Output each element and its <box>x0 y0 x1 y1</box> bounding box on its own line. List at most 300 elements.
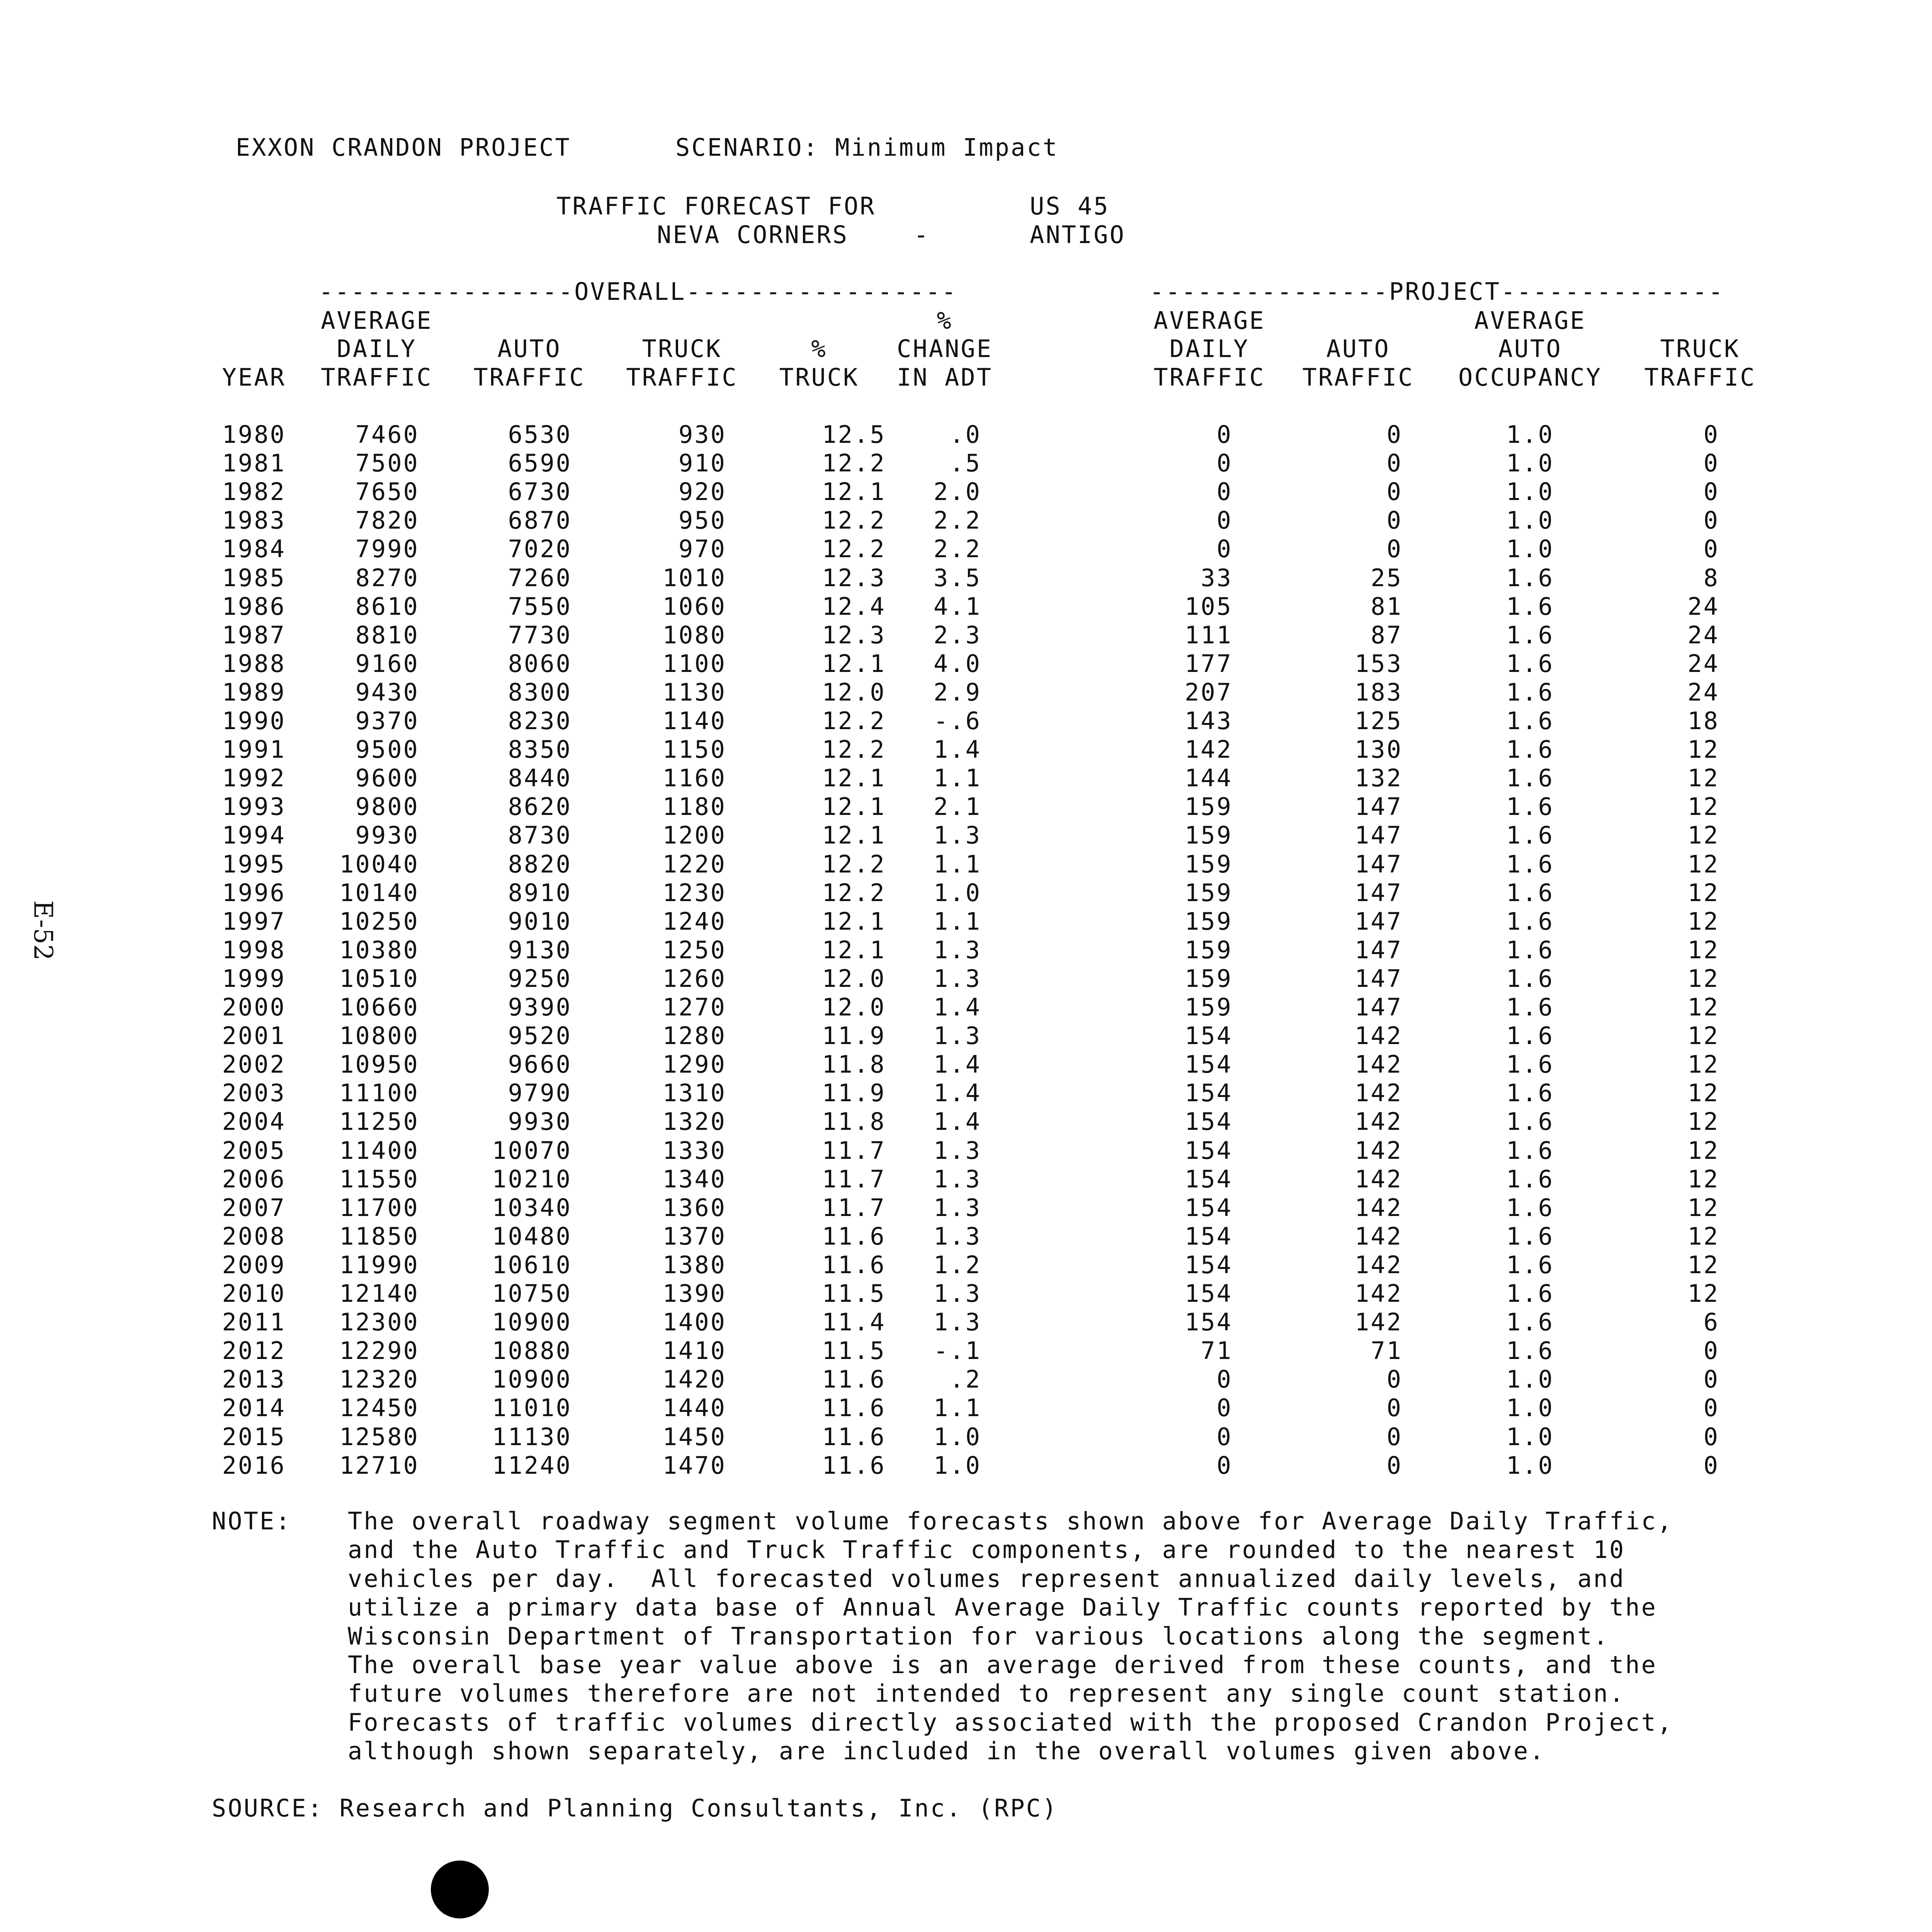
table-cell-adt: 7460 <box>355 420 419 449</box>
table-cell-p_adt: 105 <box>1185 592 1233 621</box>
table-cell-p_occ: 1.6 <box>1506 1050 1554 1078</box>
table-cell-p_truck: 12 <box>1687 964 1719 993</box>
table-cell-auto: 9010 <box>508 907 572 935</box>
table-cell-pct_truck: 12.1 <box>822 936 886 964</box>
table-cell-p_truck: 12 <box>1687 1279 1719 1308</box>
column-header-adt: AVERAGE <box>321 306 433 335</box>
note-line: utilize a primary data base of Annual Average Daily Traffic counts reported by the <box>348 1593 1657 1621</box>
table-cell-pct_truck: 11.6 <box>822 1251 886 1279</box>
table-cell-adt: 10510 <box>339 964 419 993</box>
table-cell-p_occ: 1.6 <box>1506 1107 1554 1136</box>
table-cell-p_truck: 12 <box>1687 1107 1719 1136</box>
table-cell-pct_change: 1.0 <box>934 1423 981 1451</box>
table-cell-p_adt: 0 <box>1216 535 1233 563</box>
table-cell-auto: 9520 <box>508 1022 572 1050</box>
table-cell-p_truck: 12 <box>1687 850 1719 878</box>
table-cell-pct_change: 1.1 <box>934 850 981 878</box>
table-cell-truck: 1450 <box>662 1423 726 1451</box>
table-cell-p_adt: 154 <box>1185 1194 1233 1222</box>
table-cell-pct_truck: 12.1 <box>822 907 886 935</box>
table-cell-truck: 1280 <box>662 1022 726 1050</box>
table-cell-adt: 9600 <box>355 764 419 792</box>
table-cell-pct_change: .0 <box>949 420 981 449</box>
table-cell-auto: 7260 <box>508 564 572 592</box>
table-cell-p_truck: 12 <box>1687 879 1719 907</box>
table-cell-truck: 1320 <box>662 1107 726 1136</box>
table-cell-adt: 12320 <box>339 1365 419 1393</box>
forecast-label: TRAFFIC FORECAST FOR <box>556 192 876 220</box>
table-cell-auto: 6530 <box>508 420 572 449</box>
column-header-truck: TRAFFIC <box>626 363 738 391</box>
table-cell-adt: 9930 <box>355 821 419 849</box>
table-cell-truck: 1140 <box>662 707 726 735</box>
table-cell-auto: 9390 <box>508 993 572 1021</box>
table-cell-p_truck: 12 <box>1687 793 1719 821</box>
table-cell-p_truck: 12 <box>1687 1165 1719 1193</box>
table-cell-p_adt: 154 <box>1185 1279 1233 1308</box>
table-cell-p_adt: 0 <box>1216 1365 1233 1393</box>
table-cell-p_occ: 1.6 <box>1506 764 1554 792</box>
table-cell-year: 1988 <box>222 650 286 678</box>
table-cell-pct_change: 1.4 <box>934 1079 981 1107</box>
table-cell-p_adt: 144 <box>1185 764 1233 792</box>
column-header-p_truck: TRUCK <box>1660 335 1740 363</box>
table-cell-adt: 7650 <box>355 478 419 506</box>
table-cell-p_truck: 0 <box>1703 1337 1719 1365</box>
table-cell-year: 2000 <box>222 993 286 1021</box>
table-cell-auto: 8910 <box>508 879 572 907</box>
table-cell-p_auto: 125 <box>1355 707 1403 735</box>
table-cell-truck: 1160 <box>662 764 726 792</box>
segment-to: ANTIGO <box>1030 221 1126 249</box>
table-cell-pct_truck: 11.6 <box>822 1423 886 1451</box>
table-cell-p_occ: 1.6 <box>1506 879 1554 907</box>
table-cell-p_auto: 153 <box>1355 650 1403 678</box>
note-line: Wisconsin Department of Transportation for various locations along the segment. <box>348 1622 1609 1650</box>
table-cell-pct_change: 1.4 <box>934 1107 981 1136</box>
table-cell-pct_truck: 12.1 <box>822 478 886 506</box>
table-cell-p_occ: 1.0 <box>1506 420 1554 449</box>
note-line: The overall roadway segment volume forecasts shown above for Average Daily Traffic, <box>348 1507 1673 1535</box>
table-cell-auto: 8300 <box>508 678 572 706</box>
table-cell-p_truck: 0 <box>1703 1451 1719 1480</box>
table-cell-auto: 10610 <box>492 1251 572 1279</box>
table-cell-pct_change: 1.4 <box>934 735 981 764</box>
note-label: NOTE: <box>212 1507 292 1535</box>
table-cell-auto: 10480 <box>492 1222 572 1250</box>
table-cell-p_truck: 0 <box>1703 1365 1719 1393</box>
project-title: EXXON CRANDON PROJECT <box>236 133 571 162</box>
table-cell-pct_change: 2.3 <box>934 621 981 649</box>
table-cell-p_adt: 0 <box>1216 420 1233 449</box>
column-header-p_occ: AUTO <box>1498 335 1562 363</box>
table-cell-year: 1986 <box>222 592 286 621</box>
table-cell-p_auto: 0 <box>1386 506 1403 534</box>
table-cell-pct_truck: 12.2 <box>822 449 886 477</box>
table-cell-p_auto: 142 <box>1355 1165 1403 1193</box>
table-cell-p_auto: 142 <box>1355 1107 1403 1136</box>
table-cell-year: 1990 <box>222 707 286 735</box>
table-cell-p_occ: 1.6 <box>1506 1279 1554 1308</box>
column-header-p_adt: DAILY <box>1169 335 1250 363</box>
column-header-p_adt: TRAFFIC <box>1153 363 1265 391</box>
scenario-label: SCENARIO: Minimum Impact <box>675 133 1059 162</box>
table-cell-p_occ: 1.6 <box>1506 650 1554 678</box>
table-cell-year: 2005 <box>222 1136 286 1165</box>
table-cell-p_auto: 183 <box>1355 678 1403 706</box>
table-cell-year: 1996 <box>222 879 286 907</box>
table-cell-p_auto: 147 <box>1355 793 1403 821</box>
table-cell-adt: 12450 <box>339 1394 419 1422</box>
table-cell-auto: 10880 <box>492 1337 572 1365</box>
table-cell-p_truck: 24 <box>1687 678 1719 706</box>
table-cell-p_auto: 142 <box>1355 1022 1403 1050</box>
table-cell-year: 1984 <box>222 535 286 563</box>
column-header-auto: TRAFFIC <box>473 363 585 391</box>
table-cell-truck: 1230 <box>662 879 726 907</box>
table-cell-p_adt: 0 <box>1216 478 1233 506</box>
table-cell-pct_truck: 11.9 <box>822 1079 886 1107</box>
table-cell-pct_change: .5 <box>949 449 981 477</box>
table-cell-pct_change: 2.2 <box>934 506 981 534</box>
table-cell-year: 2014 <box>222 1394 286 1422</box>
table-cell-p_truck: 12 <box>1687 821 1719 849</box>
table-cell-p_occ: 1.0 <box>1506 449 1554 477</box>
table-cell-p_auto: 0 <box>1386 535 1403 563</box>
table-cell-pct_change: 1.3 <box>934 964 981 993</box>
table-cell-truck: 1250 <box>662 936 726 964</box>
table-cell-p_truck: 12 <box>1687 735 1719 764</box>
table-cell-p_adt: 159 <box>1185 936 1233 964</box>
table-cell-pct_change: 1.4 <box>934 1050 981 1078</box>
table-cell-p_truck: 0 <box>1703 506 1719 534</box>
table-cell-year: 1982 <box>222 478 286 506</box>
table-cell-truck: 1330 <box>662 1136 726 1165</box>
table-cell-auto: 6590 <box>508 449 572 477</box>
table-cell-pct_change: 1.4 <box>934 993 981 1021</box>
column-header-p_auto: TRAFFIC <box>1302 363 1414 391</box>
table-cell-auto: 10900 <box>492 1308 572 1336</box>
table-cell-year: 2015 <box>222 1423 286 1451</box>
table-cell-p_truck: 12 <box>1687 936 1719 964</box>
table-cell-p_auto: 142 <box>1355 1050 1403 1078</box>
table-cell-p_occ: 1.6 <box>1506 564 1554 592</box>
table-cell-pct_truck: 11.8 <box>822 1107 886 1136</box>
table-cell-p_occ: 1.6 <box>1506 1194 1554 1222</box>
table-cell-adt: 10660 <box>339 993 419 1021</box>
table-cell-adt: 8270 <box>355 564 419 592</box>
table-cell-pct_change: 2.0 <box>934 478 981 506</box>
table-cell-p_adt: 207 <box>1185 678 1233 706</box>
table-cell-truck: 1380 <box>662 1251 726 1279</box>
table-cell-p_truck: 18 <box>1687 707 1719 735</box>
table-cell-p_occ: 1.6 <box>1506 1251 1554 1279</box>
table-cell-p_auto: 130 <box>1355 735 1403 764</box>
table-cell-year: 2004 <box>222 1107 286 1136</box>
table-cell-p_adt: 111 <box>1185 621 1233 649</box>
table-cell-adt: 8810 <box>355 621 419 649</box>
table-cell-p_auto: 0 <box>1386 478 1403 506</box>
table-cell-adt: 10950 <box>339 1050 419 1078</box>
table-cell-pct_change: 1.1 <box>934 907 981 935</box>
table-cell-pct_change: -.6 <box>934 707 981 735</box>
overall-group-header: ----------------OVERALL----------------- <box>319 277 958 306</box>
table-cell-p_occ: 1.0 <box>1506 1365 1554 1393</box>
table-cell-p_occ: 1.0 <box>1506 1394 1554 1422</box>
table-cell-pct_change: 1.3 <box>934 936 981 964</box>
table-cell-p_truck: 12 <box>1687 907 1719 935</box>
table-cell-adt: 10140 <box>339 879 419 907</box>
project-group-header: ---------------PROJECT-------------- <box>1150 277 1725 306</box>
table-cell-p_occ: 1.6 <box>1506 850 1554 878</box>
table-cell-truck: 1260 <box>662 964 726 993</box>
table-cell-p_truck: 12 <box>1687 1222 1719 1250</box>
segment-from: NEVA CORNERS <box>657 221 849 249</box>
table-cell-truck: 1220 <box>662 850 726 878</box>
table-cell-pct_truck: 12.1 <box>822 821 886 849</box>
table-cell-year: 2007 <box>222 1194 286 1222</box>
table-cell-p_occ: 1.0 <box>1506 1423 1554 1451</box>
table-cell-truck: 1440 <box>662 1394 726 1422</box>
table-cell-auto: 6870 <box>508 506 572 534</box>
table-cell-auto: 8730 <box>508 821 572 849</box>
table-cell-pct_truck: 11.6 <box>822 1365 886 1393</box>
column-header-p_truck: TRAFFIC <box>1644 363 1756 391</box>
table-cell-p_auto: 147 <box>1355 993 1403 1021</box>
table-cell-pct_truck: 11.9 <box>822 1022 886 1050</box>
table-cell-p_auto: 0 <box>1386 1365 1403 1393</box>
table-cell-auto: 11130 <box>492 1423 572 1451</box>
table-cell-p_adt: 159 <box>1185 993 1233 1021</box>
table-cell-auto: 9930 <box>508 1107 572 1136</box>
table-cell-pct_change: 3.5 <box>934 564 981 592</box>
table-cell-p_adt: 154 <box>1185 1107 1233 1136</box>
column-header-p_occ: OCCUPANCY <box>1458 363 1602 391</box>
table-cell-pct_change: 2.1 <box>934 793 981 821</box>
table-cell-p_occ: 1.6 <box>1506 1222 1554 1250</box>
table-cell-year: 2002 <box>222 1050 286 1078</box>
table-cell-pct_truck: 11.5 <box>822 1279 886 1308</box>
table-cell-p_adt: 154 <box>1185 1022 1233 1050</box>
column-header-year: YEAR <box>222 363 286 391</box>
table-cell-pct_change: 1.1 <box>934 1394 981 1422</box>
table-cell-p_adt: 0 <box>1216 1394 1233 1422</box>
table-cell-auto: 10750 <box>492 1279 572 1308</box>
table-cell-p_occ: 1.6 <box>1506 1337 1554 1365</box>
note-line: although shown separately, are included in the overall volumes given above. <box>348 1737 1546 1765</box>
table-cell-p_adt: 143 <box>1185 707 1233 735</box>
table-cell-adt: 11100 <box>339 1079 419 1107</box>
table-cell-pct_truck: 12.2 <box>822 850 886 878</box>
table-cell-year: 2001 <box>222 1022 286 1050</box>
table-cell-p_occ: 1.6 <box>1506 1136 1554 1165</box>
table-cell-p_truck: 24 <box>1687 650 1719 678</box>
table-cell-p_occ: 1.6 <box>1506 621 1554 649</box>
note-line: and the Auto Traffic and Truck Traffic components, are rounded to the nearest 10 <box>348 1536 1626 1564</box>
table-cell-year: 1997 <box>222 907 286 935</box>
table-cell-p_occ: 1.0 <box>1506 506 1554 534</box>
column-header-adt: TRAFFIC <box>321 363 433 391</box>
table-cell-p_occ: 1.6 <box>1506 964 1554 993</box>
table-cell-pct_truck: 12.2 <box>822 735 886 764</box>
table-cell-p_auto: 142 <box>1355 1079 1403 1107</box>
table-cell-pct_change: 1.3 <box>934 1165 981 1193</box>
table-cell-truck: 1310 <box>662 1079 726 1107</box>
table-cell-adt: 9370 <box>355 707 419 735</box>
table-cell-truck: 1410 <box>662 1337 726 1365</box>
table-cell-pct_change: 1.3 <box>934 1222 981 1250</box>
note-line: Forecasts of traffic volumes directly associated with the proposed Crandon Project, <box>348 1708 1673 1736</box>
table-cell-p_auto: 0 <box>1386 1451 1403 1480</box>
table-cell-p_truck: 12 <box>1687 1251 1719 1279</box>
table-cell-p_occ: 1.0 <box>1506 535 1554 563</box>
table-cell-adt: 9500 <box>355 735 419 764</box>
table-cell-truck: 1240 <box>662 907 726 935</box>
segment-dash: - <box>914 221 930 249</box>
table-cell-p_adt: 154 <box>1185 1308 1233 1336</box>
table-cell-pct_change: 1.3 <box>934 1194 981 1222</box>
table-cell-p_auto: 25 <box>1371 564 1403 592</box>
column-header-adt: DAILY <box>337 335 417 363</box>
table-cell-truck: 970 <box>679 535 726 563</box>
table-cell-pct_truck: 12.5 <box>822 420 886 449</box>
table-cell-p_adt: 159 <box>1185 850 1233 878</box>
table-cell-pct_truck: 11.7 <box>822 1165 886 1193</box>
table-cell-year: 2016 <box>222 1451 286 1480</box>
table-cell-adt: 12580 <box>339 1423 419 1451</box>
table-cell-p_auto: 142 <box>1355 1194 1403 1222</box>
table-cell-year: 2012 <box>222 1337 286 1365</box>
table-cell-year: 1991 <box>222 735 286 764</box>
column-header-pct_change: % <box>937 306 953 335</box>
table-cell-p_auto: 142 <box>1355 1222 1403 1250</box>
table-cell-pct_truck: 11.6 <box>822 1451 886 1480</box>
table-cell-p_truck: 0 <box>1703 1423 1719 1451</box>
table-cell-p_truck: 12 <box>1687 1079 1719 1107</box>
table-cell-adt: 10800 <box>339 1022 419 1050</box>
table-cell-p_auto: 142 <box>1355 1308 1403 1336</box>
table-cell-year: 1989 <box>222 678 286 706</box>
table-cell-adt: 10250 <box>339 907 419 935</box>
table-cell-year: 1987 <box>222 621 286 649</box>
table-cell-p_occ: 1.6 <box>1506 1079 1554 1107</box>
table-cell-truck: 1080 <box>662 621 726 649</box>
table-cell-year: 1980 <box>222 420 286 449</box>
table-cell-p_truck: 0 <box>1703 1394 1719 1422</box>
table-cell-pct_truck: 12.1 <box>822 650 886 678</box>
table-cell-auto: 8820 <box>508 850 572 878</box>
table-cell-p_occ: 1.0 <box>1506 478 1554 506</box>
table-cell-truck: 1420 <box>662 1365 726 1393</box>
table-cell-p_adt: 154 <box>1185 1222 1233 1250</box>
table-cell-auto: 7550 <box>508 592 572 621</box>
table-cell-p_occ: 1.6 <box>1506 592 1554 621</box>
table-cell-year: 1999 <box>222 964 286 993</box>
table-cell-p_occ: 1.6 <box>1506 678 1554 706</box>
table-cell-p_adt: 0 <box>1216 1451 1233 1480</box>
table-cell-p_truck: 12 <box>1687 1022 1719 1050</box>
table-cell-pct_truck: 12.3 <box>822 564 886 592</box>
table-cell-p_adt: 177 <box>1185 650 1233 678</box>
table-cell-adt: 7500 <box>355 449 419 477</box>
table-cell-pct_truck: 12.2 <box>822 707 886 735</box>
table-cell-auto: 11010 <box>492 1394 572 1422</box>
column-header-pct_change: CHANGE <box>897 335 993 363</box>
table-cell-pct_change: 1.0 <box>934 879 981 907</box>
table-cell-p_truck: 12 <box>1687 1136 1719 1165</box>
table-cell-p_auto: 71 <box>1371 1337 1403 1365</box>
table-cell-pct_change: 2.2 <box>934 535 981 563</box>
table-cell-year: 2009 <box>222 1251 286 1279</box>
table-cell-p_truck: 8 <box>1703 564 1719 592</box>
table-cell-auto: 8350 <box>508 735 572 764</box>
table-cell-p_truck: 12 <box>1687 993 1719 1021</box>
table-cell-p_adt: 0 <box>1216 506 1233 534</box>
table-cell-year: 2003 <box>222 1079 286 1107</box>
table-cell-truck: 1400 <box>662 1308 726 1336</box>
table-cell-pct_truck: 12.4 <box>822 592 886 621</box>
table-cell-pct_truck: 11.6 <box>822 1394 886 1422</box>
table-cell-p_auto: 0 <box>1386 420 1403 449</box>
table-cell-truck: 950 <box>679 506 726 534</box>
table-cell-truck: 1360 <box>662 1194 726 1222</box>
column-header-p_adt: AVERAGE <box>1153 306 1265 335</box>
table-cell-p_occ: 1.6 <box>1506 821 1554 849</box>
table-cell-auto: 10210 <box>492 1165 572 1193</box>
table-cell-pct_truck: 12.2 <box>822 879 886 907</box>
table-cell-adt: 11850 <box>339 1222 419 1250</box>
route-label: US 45 <box>1030 192 1110 220</box>
table-cell-pct_change: 1.3 <box>934 1308 981 1336</box>
page-number: E-52 <box>28 900 58 961</box>
table-cell-p_auto: 147 <box>1355 936 1403 964</box>
table-cell-truck: 1180 <box>662 793 726 821</box>
table-cell-p_adt: 159 <box>1185 821 1233 849</box>
table-cell-adt: 12140 <box>339 1279 419 1308</box>
table-cell-pct_change: .2 <box>949 1365 981 1393</box>
table-cell-year: 2010 <box>222 1279 286 1308</box>
table-cell-p_adt: 154 <box>1185 1079 1233 1107</box>
table-cell-year: 1998 <box>222 936 286 964</box>
table-cell-auto: 9660 <box>508 1050 572 1078</box>
table-cell-pct_truck: 11.4 <box>822 1308 886 1336</box>
table-cell-truck: 930 <box>679 420 726 449</box>
table-cell-p_adt: 71 <box>1201 1337 1233 1365</box>
table-cell-p_auto: 132 <box>1355 764 1403 792</box>
table-cell-p_auto: 147 <box>1355 964 1403 993</box>
table-cell-p_auto: 0 <box>1386 1394 1403 1422</box>
column-header-p_auto: AUTO <box>1326 335 1390 363</box>
column-header-pct_truck: TRUCK <box>779 363 859 391</box>
table-cell-p_adt: 154 <box>1185 1251 1233 1279</box>
table-cell-p_adt: 33 <box>1201 564 1233 592</box>
table-cell-year: 2011 <box>222 1308 286 1336</box>
table-cell-adt: 12710 <box>339 1451 419 1480</box>
table-cell-pct_change: -.1 <box>934 1337 981 1365</box>
table-cell-auto: 11240 <box>492 1451 572 1480</box>
table-cell-p_occ: 1.6 <box>1506 936 1554 964</box>
table-cell-year: 1995 <box>222 850 286 878</box>
column-header-pct_truck: % <box>811 335 827 363</box>
table-cell-pct_truck: 11.8 <box>822 1050 886 1078</box>
table-cell-adt: 9160 <box>355 650 419 678</box>
table-cell-p_adt: 154 <box>1185 1050 1233 1078</box>
table-cell-pct_truck: 11.7 <box>822 1194 886 1222</box>
table-cell-year: 1994 <box>222 821 286 849</box>
table-cell-truck: 1150 <box>662 735 726 764</box>
table-cell-auto: 10070 <box>492 1136 572 1165</box>
table-cell-year: 1993 <box>222 793 286 821</box>
